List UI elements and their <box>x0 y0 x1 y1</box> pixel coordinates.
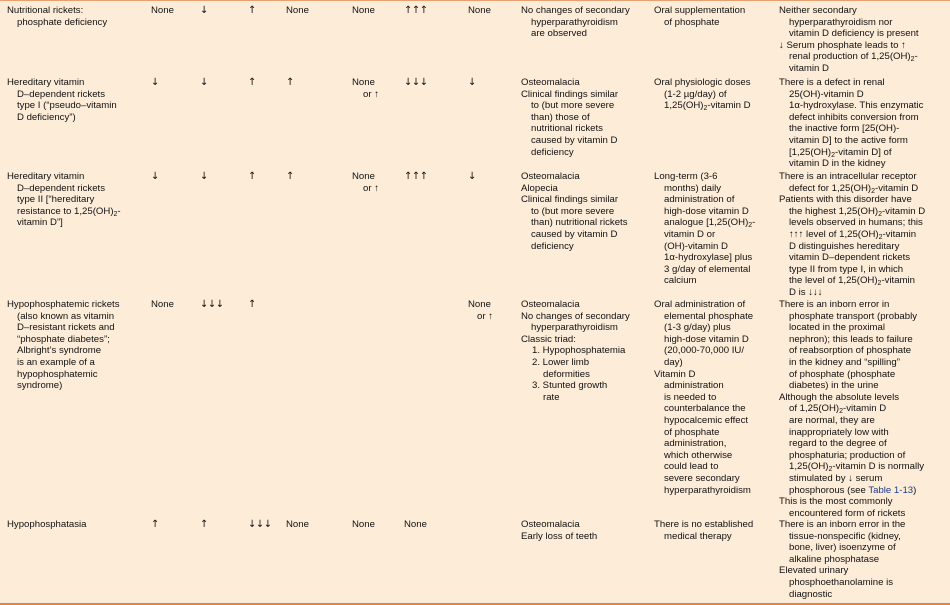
cell-text: D–dependent rickets <box>17 88 105 100</box>
cell-text: D deficiency”) <box>17 111 76 123</box>
cell-text: resistance to $1,25(OH)_2-$ <box>17 205 121 218</box>
cell-text: type II from type I, in which <box>789 263 904 275</box>
cell-text: Vitamin D <box>654 368 696 380</box>
cell-text: defect inhibits conversion from <box>789 111 919 123</box>
cell-text: Osteomalacia <box>521 299 580 310</box>
cell-text: ↑↑↑ <box>404 5 428 16</box>
value-cell <box>286 5 341 17</box>
cell-text: ↓ <box>151 77 159 88</box>
cell-text: months) daily <box>664 182 722 194</box>
findings-cell <box>521 77 647 158</box>
cell-text: of reabsorption of phosphate <box>789 345 912 357</box>
cell-text: ↓ <box>200 171 208 182</box>
cell-text: stimulated by ↓ serum <box>789 472 883 484</box>
cell-text: This is the most commonly <box>779 496 893 508</box>
findings-cell <box>521 171 647 252</box>
top-border <box>0 0 950 1</box>
cell-text: Neither secondary <box>779 5 857 16</box>
value-cell <box>248 171 283 183</box>
disorder-cell <box>7 171 147 229</box>
value-cell <box>200 77 240 89</box>
cell-text: Long-term (3-6 <box>654 171 718 182</box>
cell-text: severe secondary <box>664 472 740 484</box>
cell-text: is needed to <box>664 391 717 403</box>
cell-text: No changes of secondary <box>521 310 630 322</box>
cell-text: day) <box>664 356 683 368</box>
list-item: rate <box>543 391 560 403</box>
cell-text: vitamin D–dependent rickets <box>789 252 911 264</box>
cell-text: hyperparathyroidism <box>664 484 751 496</box>
cell-text: Clinical findings similar <box>521 88 619 100</box>
value-cell <box>248 5 283 17</box>
cell-text: Albright’s syndrome <box>17 345 102 357</box>
cell-text: Osteomalacia <box>521 519 580 530</box>
cell-text: phosphaturia; production of <box>789 449 906 461</box>
value-cell <box>352 5 388 17</box>
cell-text: defect for $1,25(OH)_2$-vitamin D <box>789 182 919 195</box>
cell-text: (1-2 µg/day) of <box>664 88 727 100</box>
cell-text: medical therapy <box>664 530 732 542</box>
cell-text: calcium <box>664 275 697 287</box>
cell-text: diagnostic <box>789 588 833 600</box>
cell-text: or ↑ <box>363 88 379 100</box>
cell-text: of phosphate <box>664 426 720 438</box>
cell-text: renal production of $1,25(OH)_2-$ <box>789 51 918 64</box>
cell-text: None <box>352 77 375 88</box>
cell-text: high-dose vitamin D <box>664 205 749 217</box>
cell-text: Patients with this disorder have <box>779 194 912 206</box>
value-cell <box>200 5 240 17</box>
cell-text: vitamin D <box>789 62 829 74</box>
cell-text: the highest $1,25(OH)_2$-vitamin D <box>789 205 926 218</box>
cell-text: D distinguishes hereditary <box>789 240 900 252</box>
cell-text: the inactive form [25(OH)- <box>789 123 900 135</box>
value-cell <box>404 171 454 183</box>
cell-text: than) nutritional rickets <box>531 217 628 229</box>
cell-text: phosphate deficiency <box>17 16 108 28</box>
value-cell <box>200 299 240 311</box>
cell-text: ↑ <box>200 519 208 530</box>
cell-text: There is an intracellular receptor <box>779 171 917 182</box>
cell-text: vitamin D] to the active form <box>789 134 908 146</box>
value-cell <box>352 77 388 100</box>
cell-text: ↓ <box>468 171 476 182</box>
cell-text: of $1,25(OH)_2$-vitamin D <box>789 403 887 416</box>
value-cell <box>468 77 513 89</box>
cell-text: No changes of secondary <box>521 5 630 16</box>
list-item: deformities <box>543 368 590 380</box>
cell-text: administration of <box>664 194 735 206</box>
cell-text: regard to the degree of <box>789 438 887 450</box>
list-item: 1. Hypophosphatemia <box>532 345 626 357</box>
cell-text: ↑ <box>248 171 256 182</box>
comments-cell <box>779 77 947 170</box>
value-cell <box>468 5 513 17</box>
cell-text: ↑ <box>248 299 256 310</box>
cell-text: hypocalcemic effect <box>664 414 749 426</box>
cell-text: counterbalance the <box>664 403 746 415</box>
cell-text: D–resistant rickets and <box>17 322 115 334</box>
disorder-cell <box>7 299 147 392</box>
cell-text: 1α-hydroxylase] plus <box>664 252 753 264</box>
cell-text: caused by vitamin D <box>531 228 618 240</box>
cell-text: Oral supplementation <box>654 5 746 16</box>
cell-text: levels observed in humans; this <box>789 217 923 229</box>
value-cell <box>248 77 283 89</box>
value-cell <box>248 519 283 531</box>
cell-text-with-ref <box>779 485 947 497</box>
cell-text: is an example of a <box>17 356 95 368</box>
cell-text: ↓ Serum phosphate leads to ↑ <box>779 39 906 51</box>
cell-text: than) those of <box>531 111 590 123</box>
cell-text: Oral administration of <box>654 299 746 310</box>
cell-text: which otherwise <box>664 449 733 461</box>
value-cell <box>468 299 513 322</box>
cell-text: None <box>404 519 427 530</box>
cell-text: inappropriately low with <box>789 426 889 438</box>
cell-text: the level of $1,25(OH)_2$-vitamin <box>789 275 916 288</box>
value-cell <box>352 171 388 194</box>
cell-text: could lead to <box>664 461 719 473</box>
cell-text: hypophosphatemic <box>17 368 98 380</box>
value-cell <box>200 171 240 183</box>
value-cell <box>352 519 388 531</box>
cell-text: ↓↓↓ <box>248 519 272 530</box>
cell-text: hyperparathyroidism <box>531 16 618 28</box>
cell-text: phosphorous (see <box>789 484 866 496</box>
cell-text: (20,000-70,000 IU/ <box>664 345 745 357</box>
cell-text: Osteomalacia <box>521 171 580 182</box>
comments-cell <box>779 299 947 519</box>
cell-text: are normal, they are <box>789 414 875 426</box>
value-cell <box>468 171 513 183</box>
cell-text: bone, liver) isoenzyme of <box>789 542 896 554</box>
cell-text: Elevated urinary <box>779 565 849 577</box>
cell-text: Hereditary vitamin <box>7 171 85 182</box>
findings-cell <box>521 299 647 403</box>
cell-text: to (but more severe <box>531 205 615 217</box>
value-cell <box>200 519 240 531</box>
value-cell <box>404 77 454 89</box>
value-cell <box>151 519 191 531</box>
cell-text: There is no established <box>654 519 754 530</box>
cell-text: deficiency <box>531 146 574 158</box>
cell-text: Although the absolute levels <box>779 391 900 403</box>
cell-text: ) <box>913 484 917 496</box>
value-cell <box>151 171 191 183</box>
cell-text: ↓ <box>200 77 208 88</box>
table-reference-link[interactable]: Table 1-13 <box>868 484 914 496</box>
cell-text: None <box>286 5 309 16</box>
cell-text: 1α-hydroxylase. This enzymatic <box>789 100 924 112</box>
cell-text: located in the proximal <box>789 322 885 334</box>
cell-text: Clinical findings similar <box>521 194 619 206</box>
cell-text: (1-3 g/day) plus <box>664 322 731 334</box>
cell-text: in the kidney and “spilling” <box>789 356 900 368</box>
disorder-cell <box>7 519 147 531</box>
disorder-cell <box>7 5 147 28</box>
cell-text: D–dependent rickets <box>17 182 105 194</box>
cell-text: None <box>352 171 375 182</box>
cell-text: ↓ <box>200 5 208 16</box>
cell-text: Hypophosphatemic rickets <box>7 299 120 310</box>
cell-text: There is a defect in renal <box>779 77 885 88</box>
cell-text: ↓↓↓ <box>404 77 428 88</box>
cell-text: administration, <box>664 438 727 450</box>
cell-text: ↑↑↑ <box>404 171 428 182</box>
cell-text: ↑ <box>248 5 256 16</box>
cell-text: of phosphate <box>664 16 720 28</box>
cell-text: None <box>151 299 174 310</box>
cell-text: “phosphate diabetes”; <box>17 333 110 345</box>
cell-text: [$1,25(OH)_2$-vitamin D] of <box>789 146 892 159</box>
value-cell <box>151 5 191 17</box>
comments-cell <box>779 5 947 75</box>
cell-text: high-dose vitamin D <box>664 333 749 345</box>
value-cell <box>404 5 454 17</box>
cell-text: administration <box>664 380 724 392</box>
cell-text: Osteomalacia <box>521 77 580 88</box>
cell-text: ↓ <box>468 77 476 88</box>
value-cell <box>151 299 191 311</box>
cell-text: syndrome) <box>17 380 63 392</box>
cell-text: nutritional rickets <box>531 123 603 135</box>
cell-text: None <box>352 519 375 530</box>
findings-cell <box>521 519 647 542</box>
cell-text: There is an inborn error in <box>779 299 890 310</box>
cell-text: analogue [$1,25(OH)_2-$ <box>664 217 756 230</box>
cell-text: to (but more severe <box>531 100 615 112</box>
cell-text: Alopecia <box>521 182 558 194</box>
cell-text: ↓ <box>151 171 159 182</box>
cell-text: None <box>468 299 491 310</box>
findings-cell <box>521 5 647 40</box>
cell-text: type II [“hereditary <box>17 194 95 206</box>
value-cell <box>248 299 283 311</box>
treatment-cell <box>654 171 757 287</box>
cell-text: nephron); this leads to failure <box>789 333 913 345</box>
cell-text: (OH)-vitamin D <box>664 240 728 252</box>
cell-text: $1,25(OH)_2$-vitamin D <box>664 100 751 113</box>
comments-cell <box>779 519 947 600</box>
cell-text: of phosphate (phosphate <box>789 368 896 380</box>
cell-text: type I (“pseudo–vitamin <box>17 100 117 112</box>
cell-text: phosphate transport (probably <box>789 310 917 322</box>
cell-text: or ↑ <box>363 182 379 194</box>
cell-text: Nutritional rickets: <box>7 5 84 16</box>
cell-text: elemental phosphate <box>664 310 754 322</box>
cell-text: deficiency <box>531 240 574 252</box>
cell-text: tissue-nonspecific (kidney, <box>789 530 901 542</box>
cell-text: ↑ <box>286 77 294 88</box>
cell-text: vitamin D in the kidney <box>789 158 886 170</box>
cell-text: $1,25(OH)_2$-vitamin D is normally <box>789 461 925 474</box>
treatment-cell <box>654 519 757 542</box>
list-item: 3. Stunted growth <box>532 380 608 392</box>
cell-text: (also known as vitamin <box>17 310 115 322</box>
cell-text: vitamin D or <box>664 228 716 240</box>
value-cell <box>151 77 191 89</box>
cell-text: 25(OH)-vitamin D <box>789 88 864 100</box>
cell-text: None <box>286 519 309 530</box>
cell-text: None <box>352 5 375 16</box>
cell-text: ↑ <box>286 171 294 182</box>
cell-text: hyperparathyroidism nor <box>789 16 893 28</box>
list-item: 2. Lower limb <box>532 356 590 368</box>
cell-text: Hereditary vitamin <box>7 77 85 88</box>
value-cell <box>404 519 454 531</box>
cell-text: Hypophosphatasia <box>7 519 87 530</box>
value-cell <box>286 519 341 531</box>
cell-text: ↑ <box>151 519 159 530</box>
cell-text: are observed <box>531 28 587 40</box>
cell-text: 3 g/day of elemental <box>664 263 751 275</box>
comments-cell <box>779 171 947 299</box>
cell-text: There is an inborn error in the <box>779 519 906 530</box>
cell-text: ↑ <box>248 77 256 88</box>
cell-text: vitamin D”] <box>17 217 63 229</box>
treatment-cell <box>654 5 757 28</box>
cell-text: ↑↑↑ level of $1,25(OH)_2$-vitamin <box>789 228 917 241</box>
cell-text: Classic triad: <box>521 333 576 345</box>
value-cell <box>286 171 341 183</box>
cell-text: Early loss of teeth <box>521 530 598 542</box>
cell-text: phosphoethanolamine is <box>789 576 894 588</box>
cell-text: None <box>151 5 174 16</box>
cell-text: alkaline phosphatase <box>789 553 880 565</box>
treatment-cell <box>654 299 757 496</box>
cell-text: Oral physiologic doses <box>654 77 751 88</box>
cell-text: diabetes) in the urine <box>789 380 879 392</box>
treatment-cell <box>654 77 757 112</box>
disorder-cell <box>7 77 147 123</box>
cell-text: or ↑ <box>477 310 493 322</box>
cell-text: None <box>468 5 491 16</box>
cell-text: vitamin D deficiency is present <box>789 28 919 40</box>
cell-text: hyperparathyroidism <box>531 322 618 334</box>
cell-text: caused by vitamin D <box>531 134 618 146</box>
cell-text: D is ↓↓↓ <box>789 286 823 298</box>
cell-text: encountered form of rickets <box>789 507 906 519</box>
cell-text: ↓↓↓ <box>200 299 224 310</box>
value-cell <box>286 77 341 89</box>
